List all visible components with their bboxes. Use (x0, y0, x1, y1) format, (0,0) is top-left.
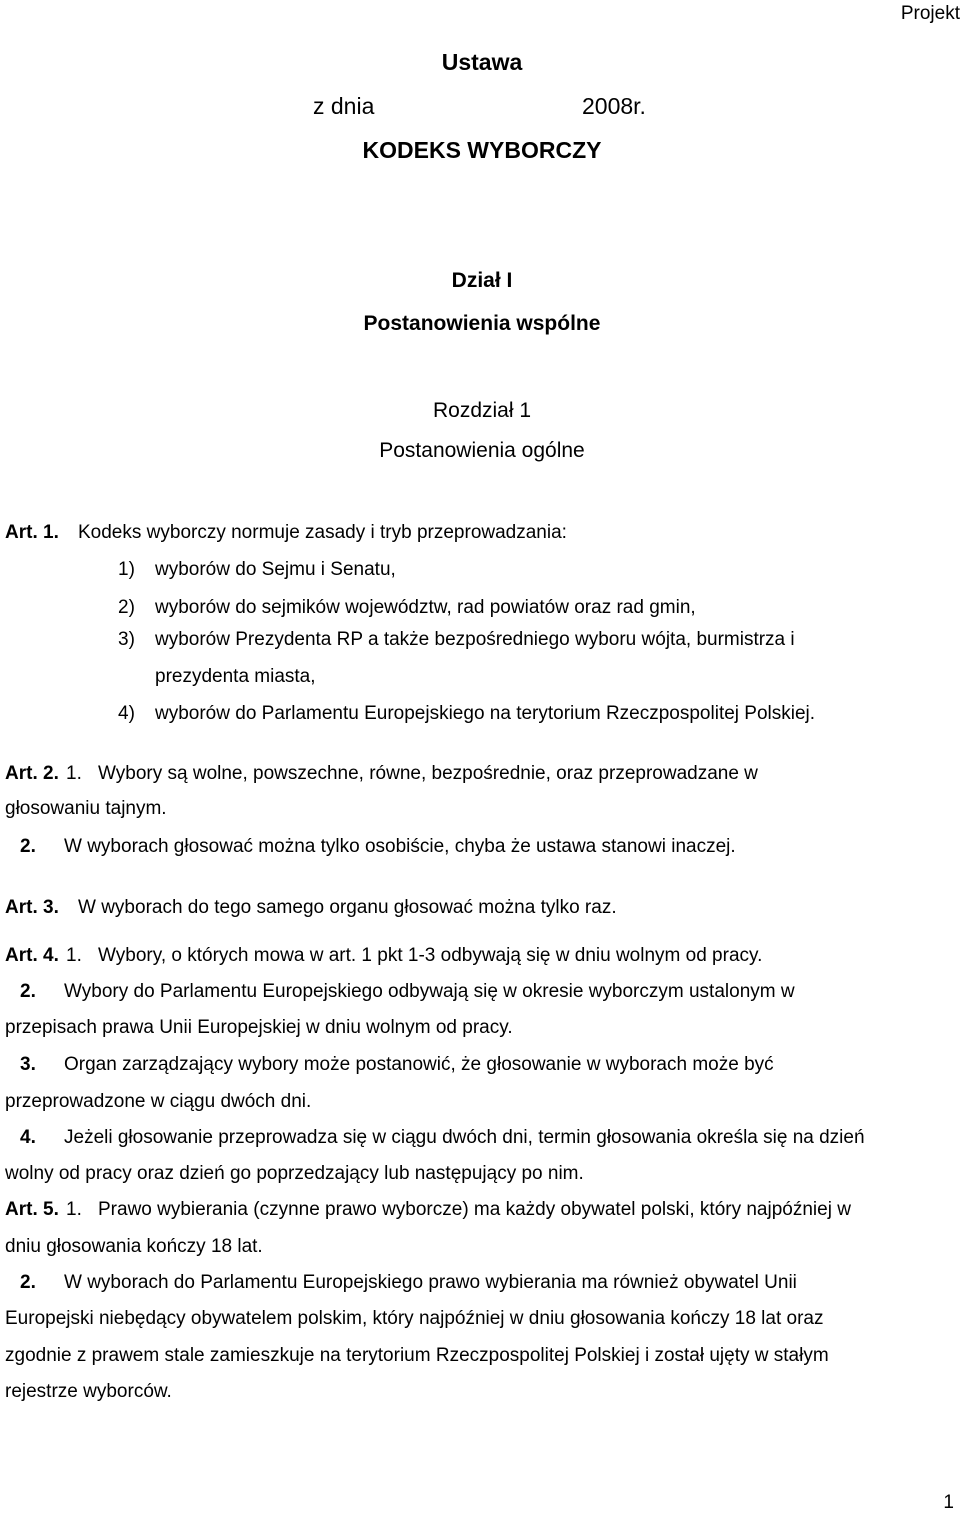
art1-item-4-text: wyborów do Parlamentu Europejskiego na terytorium Rzeczpospolitej Polskiej. (155, 703, 816, 724)
art2-p2-num: 2. (20, 836, 36, 857)
art4-p2-num: 2. (20, 981, 36, 1002)
art1-item-4-num: 4) (118, 703, 135, 724)
art1-intro-line (5, 521, 567, 544)
art1-item-3-cont: prezydenta miasta, (155, 666, 316, 687)
art4-p3-line1 (20, 1053, 774, 1076)
art5-p2-num: 2. (20, 1272, 36, 1293)
art1-item-1-num: 1) (118, 559, 135, 580)
art4-p2-text: Wybory do Parlamentu Europejskiego odbywają się w okresie wyborczym ustalonym w (64, 981, 795, 1002)
art4-p2-line1 (20, 980, 795, 1003)
art5-label: Art. 5. (5, 1199, 59, 1220)
art1-item-3 (118, 628, 795, 651)
art3-text: W wyborach do tego samego organu głosować można tylko raz. (78, 897, 617, 918)
art4-p4-line1 (20, 1126, 865, 1149)
art2-p1-line1 (5, 762, 758, 785)
art4-p1-num: 1. (66, 945, 82, 966)
art2-p2 (20, 835, 736, 858)
art1-item-4 (118, 702, 815, 725)
art3-label: Art. 3. (5, 897, 59, 918)
art2-p1-text: Wybory są wolne, powszechne, równe, bezpośrednie, oraz przeprowadzane w (98, 763, 758, 784)
art4-p3-line2: przeprowadzone w ciągu dwóch dni. (5, 1091, 312, 1112)
art4-label: Art. 4. (5, 945, 59, 966)
art2-label: Art. 2. (5, 763, 59, 784)
art1-item-2-text: wyborów do sejmików województw, rad powiatów oraz rad gmin, (155, 597, 696, 618)
art1-item-1 (118, 558, 396, 581)
division-label: Dział I (451, 269, 513, 292)
art4-p3-num: 3. (20, 1054, 36, 1075)
act-type-title: Ustawa (441, 49, 523, 75)
art4-p4-text: Jeżeli głosowanie przeprowadza się w ciągu dwóch dni, termin głosowania określa się na dzień (64, 1127, 865, 1148)
art1-item-1-text: wyborów do Sejmu i Senatu, (155, 559, 396, 580)
art3-line (5, 896, 617, 919)
art5-p1-line2: dniu głosowania kończy 18 lat. (5, 1236, 263, 1257)
art4-p4-num: 4. (20, 1127, 36, 1148)
chapter-label: Rozdział 1 (432, 399, 532, 422)
art4-p4-line2: wolny od pracy oraz dzień go poprzedzający lub następujący po nim. (5, 1163, 584, 1184)
art2-p2-text: W wyborach głosować można tylko osobiście, chyba że ustawa stanowi inaczej. (64, 836, 736, 857)
art1-item-2-num: 2) (118, 597, 135, 618)
art5-p2-text: W wyborach do Parlamentu Europejskiego prawo wybierania ma również obywatel Unii (64, 1272, 797, 1293)
art1-item-2 (118, 596, 696, 619)
art1-label: Art. 1. (5, 522, 59, 543)
art5-p2-line3: zgodnie z prawem stale zamieszkuje na terytorium Rzeczpospolitej Polskiej i został ujęty w stałym (5, 1345, 829, 1366)
art4-p1 (5, 944, 762, 967)
art4-p2-line2: przepisach prawa Unii Europejskiej w dniu wolnym od pracy. (5, 1017, 513, 1038)
art5-p2-line4: rejestrze wyborców. (5, 1381, 172, 1402)
art1-intro: Kodeks wyborczy normuje zasady i tryb przeprowadzania: (78, 522, 567, 543)
art5-p1-line1 (5, 1198, 851, 1221)
art2-p1-num: 1. (66, 763, 82, 784)
header-label: Projekt (900, 3, 960, 24)
art5-p1-text: Prawo wybierania (czynne prawo wyborcze) ma każdy obywatel polski, który najpóźniej w (98, 1199, 851, 1220)
art4-p1-text: Wybory, o których mowa w art. 1 pkt 1-3 odbywają się w dniu wolnym od pracy. (98, 945, 763, 966)
art1-item-3-num: 3) (118, 629, 135, 650)
art4-p3-text: Organ zarządzający wybory może postanowić, że głosowanie w wyborach może być (64, 1054, 774, 1075)
division-title: Postanowienia wspólne (363, 312, 601, 335)
code-title: KODEKS WYBORCZY (362, 137, 602, 163)
art5-p1-num: 1. (66, 1199, 82, 1220)
art5-p2-line1 (20, 1271, 797, 1294)
date-year: 2008r. (582, 93, 646, 119)
art2-p1-line2: głosowaniu tajnym. (5, 798, 167, 819)
art5-p2-line2: Europejski niebędący obywatelem polskim, który najpóźniej w dniu głosowania kończy 18 lat oraz (5, 1308, 824, 1329)
chapter-title: Postanowienia ogólne (379, 439, 585, 462)
page-number: 1 (943, 1492, 954, 1513)
art1-item-3-text: wyborów Prezydenta RP a także bezpośredniego wyboru wójta, burmistrza i (155, 629, 795, 650)
date-prefix: z dnia (313, 93, 375, 119)
